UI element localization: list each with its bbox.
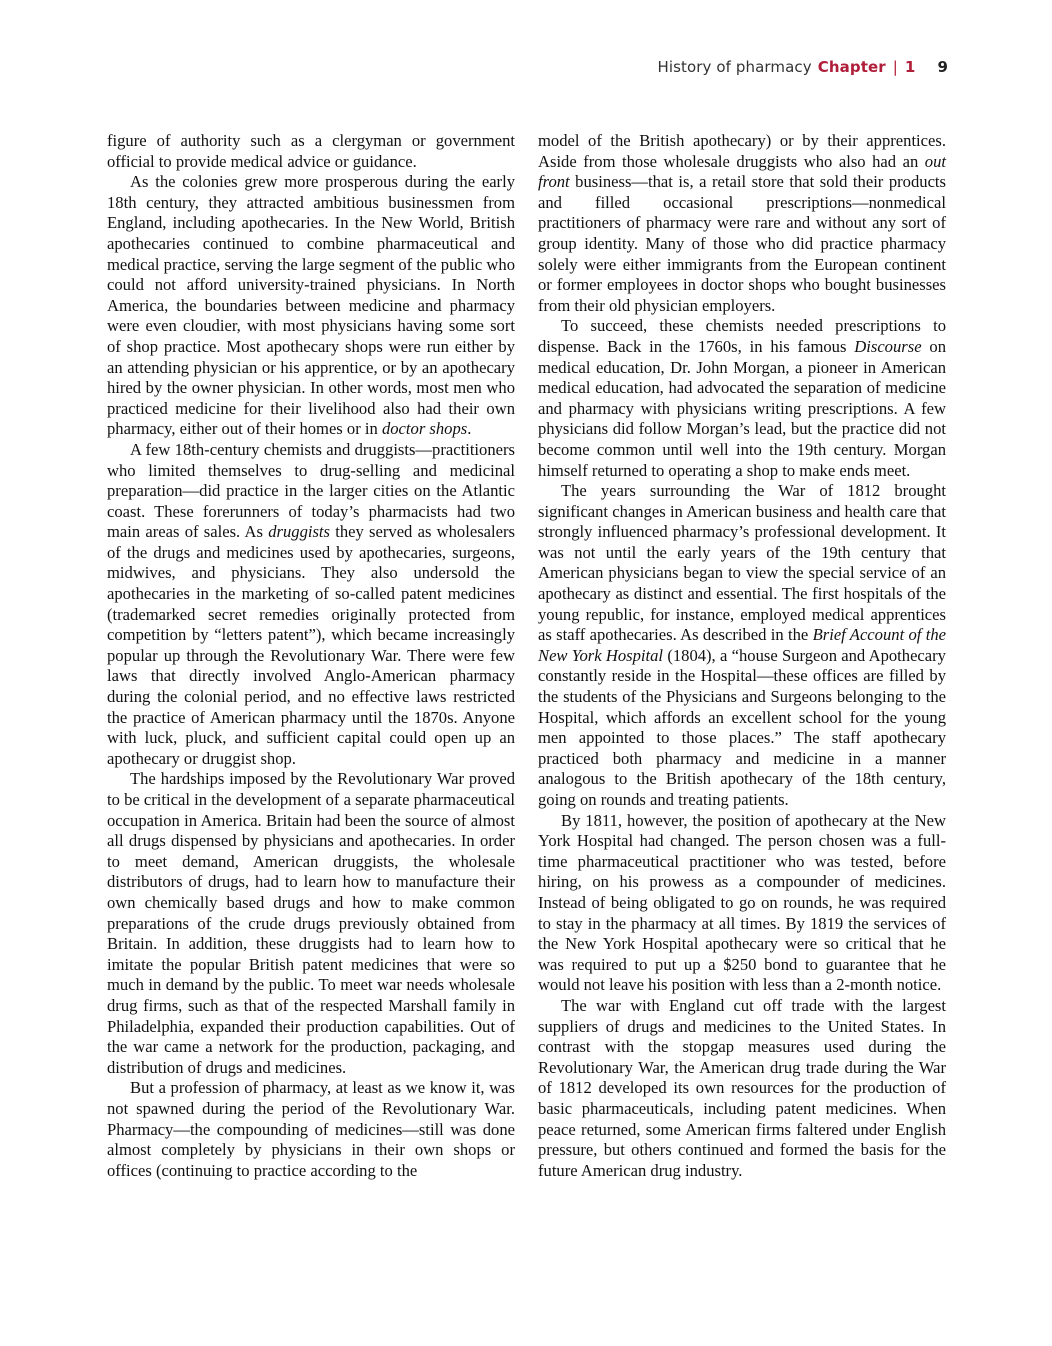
paragraph-text: on medical education, Dr. John Morgan, a pioneer in American medical education, had advocated the separation of medicine and pharmacy with physicians writing prescriptions. A few physicians did follow Morgan’s lead, but the practice did not become common until well into the 19th century. Morgan himself returned to operating a shop to make ends meet. [538,336,947,480]
italic-term: Discourse [854,336,922,356]
paragraph [538,316,946,481]
running-header [657,58,948,76]
italic-term: out front [538,151,946,192]
italic-term: doctor shops [381,419,468,439]
paragraph-text: business—that is, a retail store that sold their products and filled occasional prescriptions—nonmedical practitioners of pharmacy were rare and without any sort of group identity. Many of those who did practice pharmacy solely were either immigrants from the European continent or former employees in doctor shops who bought businesses from their old physician employers. [538,172,946,315]
paragraph-text: The years surrounding the War of 1812 brought significant changes in American business and health care that strongly influenced pharmacy’s professional development. It was not until the early years of the 19th century that American physicians began to view the special service of an apothecary as distinct and essential. The first hospitals of the young republic, for instance, employed medical apprentices as staff apothecaries. As described in the [538,481,946,645]
paragraph [107,1078,515,1181]
italic-term: Brief Account of the New York Hospital [538,625,946,665]
paragraph [107,440,515,770]
paragraph-text: figure of authority such as a clergyman or government official to provide medical advice or guidance. [107,131,515,171]
paragraph [107,131,515,172]
paragraph-text: they served as wholesalers of the drugs and medicines used by apothecaries, surgeons, midwives, and physicians. They also undersold the apothecaries in the marketing of so-called patent medicines (trademarked secret remedies originally protected from competition by “letters patent”), which became increasingly popular up through the Revolutionary War. There were few laws that directly involved Anglo-American pharmacy during the colonial period, and no effective laws restricted the practice of American pharmacy until the 1870s. Anyone with luck, pluck, and sufficient capital could open up an apothecary or druggist shop. [107,522,515,768]
paragraph [107,172,515,440]
chapter-number: 1 [904,58,916,76]
paragraph [107,769,515,1078]
paragraph-text: A few 18th-century chemists and druggists—practitioners who limited themselves to drug-selling and medicinal preparation—did practice in the larger cities on the Atlantic coast. These forerunners of today’s pharmacists had two main areas of sales. As [107,439,515,542]
right-column [538,131,946,1181]
paragraph-text: As the colonies grew more prosperous during the early 18th century, they attracted ambitious businessmen from England, including apothecaries. In the New World, British apothecaries continued to combine pharmaceutical and medical practice, serving the large segment of the public who could not afford university-trained physicians. In North America, the boundaries between medicine and pharmacy were even cloudier, with most physicians having some sort of shop practice. Most apothecary shops were run either by an attending physician or his apprentice, or by an apothecary hired by the owner physician. In other words, most men who practiced medicine for their livelihood also had their own pharmacy, either out of their homes or in [107,172,515,439]
paragraph-text: To succeed, these chemists needed prescriptions to dispense. Back in the 1760s, in his famous [538,316,946,356]
paragraph-text: The hardships imposed by the Revolutionary War proved to be critical in the development of a separate pharmaceutical occupation in America. Britain had been the source of almost all drugs dispensed by physicians and apothecaries. In order to meet demand, American druggists, the wholesale distributors of drugs, had to learn how to manufacture their own chemically based drugs and how to make common preparations of the crude drugs previously obtained from Britain. In addition, these druggists had to learn how to imitate the popular British patent medicines that were so much in demand by the public. To meet war needs wholesale drug firms, such as that of the respected Marshall family in Philadelphia, expanded their production capabilities. Out of the war came a network for the production, packaging, and distribution of drugs and medicines. [107,769,515,1077]
paragraph [538,481,946,811]
italic-term: druggists [268,522,330,542]
book-title: History of pharmacy [657,58,812,76]
paragraph [538,996,946,1181]
header-separator: | [892,58,898,76]
paragraph-text: (1804), a “house Surgeon and Apothecary constantly reside in the Hospital—these offices are filled by the students of the Physicians and Surgeons belonging to the Hospital, which affords an excellent school for the young men appointed to those places.” The staff apothecary practiced both pharmacy and medicine in a manner analogous to the British apothecary of the 18th century, going on rounds and treating patients. [538,645,946,809]
left-column [107,131,515,1181]
paragraph [538,131,946,316]
paragraph-text: The war with England cut off trade with the largest suppliers of drugs and medicines to the United States. In contrast with the stopgap measures used during the Revolutionary War, the American drug trade during the War of 1812 developed its own resources for the production of basic pharmaceuticals, including patent medicines. When peace returned, some American firms faltered under English pressure, but others continued and formed the basis for the future American drug industry. [538,995,946,1180]
paragraph [538,811,946,996]
paragraph-text: By 1811, however, the position of apothecary at the New York Hospital had changed. The person chosen was a full-time pharmaceutical practitioner who was tested, before hiring, on his prowess as a compounder of medicines. Instead of being obligated to go on rounds, he was required to stay in the pharmacy at all times. By 1819 the services of the New York Hospital apothecary were so critical that he was required to put up a $250 bond to guarantee that he would not leave his position with less than a 2-month notice. [538,810,946,995]
chapter-label: Chapter [817,58,886,76]
page-number: 9 [937,58,948,76]
paragraph-text: model of the British apothecary) or by their apprentices. Aside from those wholesale druggists who also had an [538,131,946,171]
paragraph-text: . [467,419,472,439]
paragraph-text: But a profession of pharmacy, at least as we know it, was not spawned during the period of the Revolutionary War. Pharmacy—the compounding of medicines—still was done almost completely by physicians in their own shops or offices (continuing to practice according to the [107,1078,515,1180]
